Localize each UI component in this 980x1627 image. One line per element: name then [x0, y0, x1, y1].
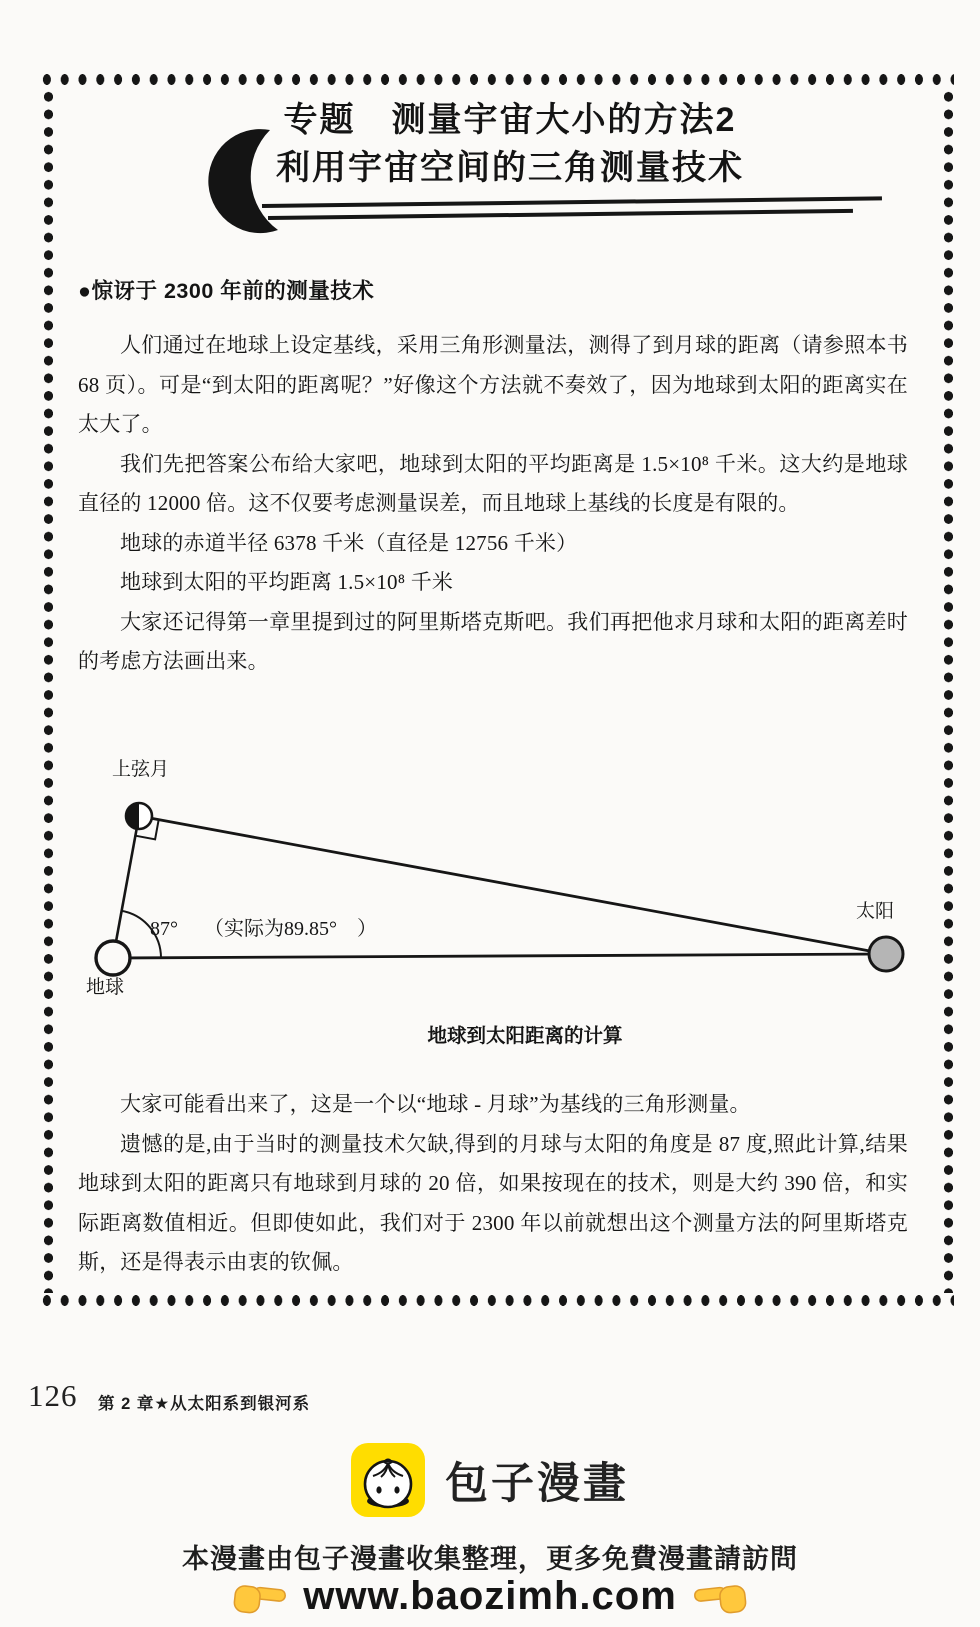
section-header: ●惊讶于 2300 年前的测量技术 — [78, 279, 375, 303]
body-text-block-2 — [78, 1085, 908, 1283]
title-rule-top — [262, 196, 882, 207]
watermark-tagline: 本漫畫由包子漫畫收集整理，更多免費漫畫請訪問 — [182, 1544, 798, 1574]
earth-sun-line — [113, 954, 886, 958]
angle-note: （实际为89.85° ） — [204, 918, 377, 940]
earth-moon-line — [113, 816, 139, 958]
moon-dark-half — [126, 803, 139, 829]
page-title-line1: 专题 测量宇宙大小的方法2 — [283, 101, 737, 139]
diagram-caption: 地球到太阳距离的计算 — [427, 1025, 623, 1047]
page-number: 126 — [28, 1378, 78, 1413]
body-paragraph: 我们先把答案公布给大家吧，地球到太阳的平均距离是 1.5×10⁸ 千米。这大约是地球直径的 12000 倍。这不仅要考虑测量误差，而且地球上基线的长度是有限的。 — [78, 451, 908, 515]
dotted-border-right — [942, 88, 955, 1293]
dotted-border-bottom — [38, 1294, 954, 1307]
data-line: 地球到太阳的平均距离 1.5×10⁸ 千米 — [120, 570, 454, 594]
body-paragraph: 大家还记得第一章里提到过的阿里斯塔克斯吧。我们再把他求月球和太阳的距离差时的考虑方法画出来。 — [78, 609, 908, 673]
body-paragraph: 大家可能看出来了，这是一个以“地球 - 月球”为基线的三角形测量。 — [120, 1092, 751, 1116]
earth-label: 地球 — [86, 977, 125, 998]
body-paragraph: 遗憾的是,由于当时的测量技术欠缺,得到的月球与太阳的角度是 87 度,照此计算,结果地球到太阳的距离只有地球到月球的 20 倍，如果按现在的技术，则是大约 390 倍，和实际距离数值相近。但即使如此，我们对于 2300 年以前就想出这个测量方法的阿里斯塔克斯，还是得表示由衷的钦佩。 — [78, 1131, 908, 1274]
data-line: 地球的赤道半径 6378 千米（直径是 12756 千米） — [120, 530, 578, 555]
body-paragraph: 人们通过在地球上设定基线，采用三角形测量法，测得了到月球的距离（请参照本书 68 页）。可是“到太阳的距离呢？”好像这个方法就不奏效了，因为地球到太阳的距离实在太大了。 — [78, 333, 908, 436]
baozi-face-icon — [351, 1443, 425, 1517]
page-title-line2: 利用宇宙空间的三角测量技术 — [276, 149, 744, 187]
moon-label: 上弦月 — [112, 759, 170, 780]
angle-value: 87° — [150, 918, 178, 940]
watermark-url: www.baozimh.com — [303, 1574, 677, 1618]
earth-circle — [96, 941, 130, 975]
earth-moon-sun-triangulation-diagram — [60, 730, 940, 1020]
dotted-border-top — [38, 73, 954, 86]
angle-label — [150, 912, 377, 941]
pointing-hand-left-icon — [691, 1575, 749, 1618]
watermark-brand-name: 包子漫畫 — [445, 1459, 629, 1508]
dotted-border-left — [42, 88, 55, 1293]
sun-circle — [869, 937, 903, 971]
sun-label: 太阳 — [856, 901, 895, 922]
watermark-url-row — [0, 1574, 980, 1619]
body-text-block-1 — [78, 326, 908, 682]
chapter-title: 第 2 章★从太阳系到银河系 — [98, 1395, 311, 1413]
baozi-logo-icon — [351, 1443, 425, 1517]
pointing-hand-right-icon — [231, 1575, 289, 1618]
title-rule-bottom — [268, 209, 853, 220]
crescent-moon-icon — [208, 126, 288, 241]
watermark-brand-row — [0, 1443, 980, 1517]
